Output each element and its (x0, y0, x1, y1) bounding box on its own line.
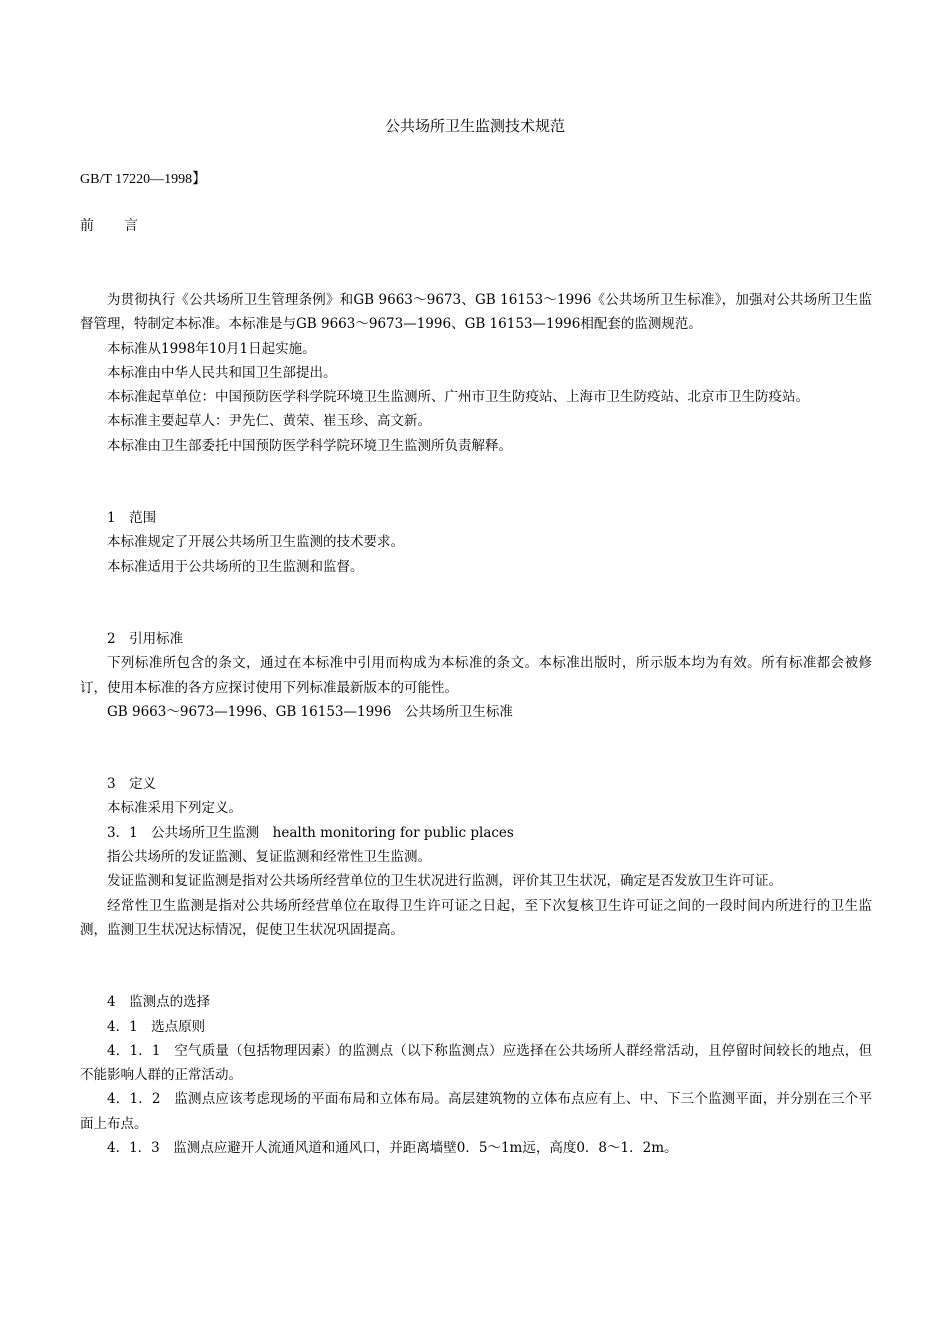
section-paragraph: 本标准规定了开展公共场所卫生监测的技术要求。 (107, 534, 404, 551)
section-paragraph: 本标准采用下列定义。 (107, 800, 242, 817)
subsection-heading: 4．1 选点原则 (107, 1018, 206, 1035)
foreword-paragraph: 本标准由中华人民共和国卫生部提出。 (107, 364, 337, 381)
section-spacer (80, 458, 872, 506)
foreword-heading: 前言 (80, 218, 168, 234)
section-heading: 4 监测点的选择 (107, 994, 211, 1011)
section-paragraph: 本标准适用于公共场所的卫生监测和监督。 (107, 558, 364, 575)
section-paragraph: GB 9663～9673—1996、GB 16153—1996 公共场所卫生标准 (107, 703, 513, 720)
section-paragraph: 4．1．3 监测点应避开人流通风道和通风口，并距离墙壁0．5～1m远，高度0．8～1．2m。 (107, 1140, 678, 1157)
section-spacer (80, 724, 872, 772)
section-spacer (80, 942, 872, 990)
foreword-paragraph: 本标准主要起草人：尹先仁、黄荣、崔玉珍、高文新。 (107, 413, 431, 430)
document-body (80, 288, 872, 1160)
section-paragraph: 指公共场所的发证监测、复证监测和经常性卫生监测。 (107, 849, 431, 866)
section-heading: 2 引用标准 (107, 630, 184, 647)
section-paragraph: 4．1．2 监测点应该考虑现场的平面布局和立体布局。高层建筑物的立体布点应有上、中、下三个监测平面，并分别在三个平面上布点。 (80, 1091, 872, 1132)
section-paragraph: 经常性卫生监测是指对公共场所经营单位在取得卫生许可证之日起，至下次复核卫生许可证之间的一段时间内所进行的卫生监测，监测卫生状况达标情况，促使卫生状况巩固提高。 (80, 897, 872, 938)
standard-code: GB/T 17220—1998】 (80, 172, 207, 187)
section-heading: 1 范围 (107, 510, 157, 527)
definition-term: 3．1 公共场所卫生监测 health monitoring for public places (107, 824, 514, 841)
document-title: 公共场所卫生监测技术规范 (384, 117, 565, 135)
section-paragraph: 发证监测和复证监测是指对公共场所经营单位的卫生状况进行监测，评价其卫生状况，确定是否发放卫生许可证。 (107, 873, 782, 890)
section-paragraph: 4．1．1 空气质量（包括物理因素）的监测点（以下称监测点）应选择在公共场所人群经常活动，且停留时间较长的地点，但不能影响人群的正常活动。 (80, 1042, 872, 1084)
foreword-paragraph: 本标准起草单位：中国预防医学科学院环境卫生监测所、广州市卫生防疫站、上海市卫生防疫站、北京市卫生防疫站。 (107, 389, 809, 406)
foreword-paragraph: 本标准从1998年10月1日起实施。 (107, 340, 316, 357)
section-paragraph: 下列标准所包含的条文，通过在本标准中引用而构成为本标准的条文。本标准出版时，所示版本均为有效。所有标准都会被修订，使用本标准的各方应探讨使用下列标准最新版本的可能性。 (80, 655, 872, 696)
section-spacer (80, 579, 872, 627)
foreword-paragraph: 本标准由卫生部委托中国预防医学科学院环境卫生监测所负责解释。 (107, 437, 512, 454)
section-heading: 3 定义 (107, 776, 157, 793)
foreword-paragraph: 为贯彻执行《公共场所卫生管理条例》和GB 9663～9673、GB 16153～1996《公共场所卫生标准》，加强对公共场所卫生监督管理，特制定本标准。本标准是与GB 9663～9673—1996、GB 16153—1996相配套的监测规范。 (80, 292, 872, 333)
